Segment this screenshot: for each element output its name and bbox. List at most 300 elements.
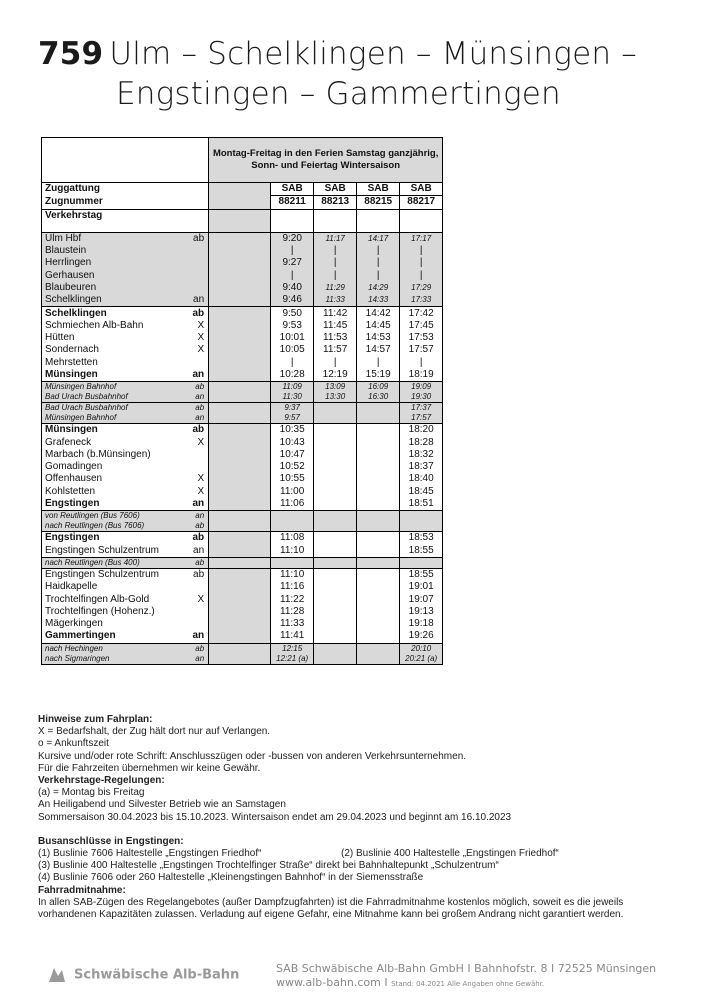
time-cell [400,557,443,568]
time-cell: 19:07 [400,593,443,605]
station-name: Mägerkingen [42,618,190,630]
train-number: 88213 [314,196,357,209]
table-row [42,403,443,414]
time-cell [314,498,357,511]
station-name: Bad Urach Busbahnhof [42,403,190,414]
arr-dep-marker: an [193,544,205,556]
table-row [42,630,443,643]
station-name: Marbach (b.Münsingen) [42,449,190,461]
time-cell: 10:43 [271,436,314,448]
time-cell [271,511,314,522]
table-row [42,245,443,257]
note-line: vorhandenen Kapazitäten zulassen. Verladung auf eigene Gefahr, eine Mitnahme kann bei großem Andrang nicht garantiert werden. [38,909,624,921]
time-cell [314,606,357,618]
notes-section [38,714,688,921]
time-cell [314,511,357,522]
time-cell: | [400,269,443,281]
station-name: Herrlingen [42,257,190,269]
arr-dep-marker [190,257,209,269]
footer-address [276,962,656,991]
label-verkehrstag: Verkehrstag [42,209,209,232]
table-row [42,654,443,665]
time-cell: 10:01 [271,332,314,344]
time-cell [314,449,357,461]
table-row [42,581,443,593]
arr-dep-marker: ab [190,232,209,245]
station-name: Gerhausen [42,269,190,281]
time-cell: | [357,257,400,269]
arr-dep-marker: X [197,593,205,605]
station-name: Blaustein [42,245,190,257]
station-name: von Reutlingen (Bus 7606) [42,511,190,522]
note-line: In allen SAB-Zügen des Regelangebotes (außer Dampfzugfahrten) ist die Fahrradmitnahme kostenlos möglich, soweit es die jeweils [38,896,624,908]
time-cell: 14:33 [357,294,400,307]
time-cell: 19:26 [400,630,443,643]
time-cell: 16:30 [357,392,400,403]
time-cell [357,545,400,558]
station-name: Kohlstetten [42,486,190,498]
time-cell: 11:28 [271,606,314,618]
table-row [42,618,443,630]
time-cell: 10:52 [271,461,314,473]
note-line: (a) = Montag bis Freitag [38,787,145,799]
station-name: nach Reutlingen (Bus 7606) [42,521,190,532]
station-name: Blaubeuren [42,282,190,294]
time-cell: 11:29 [314,282,357,294]
table-row [42,473,443,485]
time-cell: 16:09 [357,382,400,393]
time-cell: 11:06 [271,498,314,511]
notes-heading-bus: Busanschlüsse in Engstingen: [38,835,184,847]
arr-dep-marker: ab [190,557,209,568]
time-cell: 9:40 [271,282,314,294]
arr-dep-marker: ab [190,521,209,532]
time-cell: 10:05 [271,344,314,356]
station-name: nach Sigmaringen [42,654,190,665]
time-cell: | [357,269,400,281]
station-name: Trochtelfingen Alb-Gold [42,593,190,605]
station-name: Engstingen [42,498,190,511]
time-cell: 11:53 [314,332,357,344]
time-cell: 11:00 [271,486,314,498]
time-cell: 19:09 [400,382,443,393]
time-cell [314,424,357,437]
time-cell: 17:42 [400,307,443,320]
time-cell [314,532,357,545]
time-cell [271,557,314,568]
time-cell [314,654,357,665]
arr-dep-marker: an [190,654,209,665]
table-row [42,545,443,558]
time-cell: 18:32 [400,449,443,461]
station-name: Haidkapelle [42,581,190,593]
time-cell: 19:30 [400,392,443,403]
time-cell: 11:41 [271,630,314,643]
arr-dep-marker: an [192,369,205,380]
time-cell: 18:45 [400,486,443,498]
station-name: Offenhausen [42,473,190,485]
table-row [42,486,443,498]
time-cell: 11:10 [271,568,314,581]
time-cell [357,643,400,654]
arr-dep-marker [190,282,209,294]
table-row [42,568,443,581]
table-row [42,424,443,437]
arr-dep-marker [190,618,209,630]
table-row [42,282,443,294]
time-cell: | [314,269,357,281]
time-cell [357,654,400,665]
station-name: Münsingen [42,424,190,437]
notes-heading-fahrrad: Fahrradmitnahme: [38,884,126,896]
arr-dep-marker: an [190,392,209,403]
arr-dep-marker [190,357,209,369]
time-cell: 13:09 [314,382,357,393]
arr-dep-marker: an [192,630,205,642]
note-line: o = Ankunftszeit [38,738,109,750]
stand-note: Stand: 04.2021 Alle Angaben ohne Gewähr. [391,980,545,988]
time-cell [357,568,400,581]
table-row [42,382,443,393]
table-row [42,357,443,369]
time-cell: | [357,245,400,257]
time-cell [314,521,357,532]
table-row [42,498,443,511]
time-cell: | [314,357,357,369]
station-name: Grafeneck [42,436,190,448]
table-row [42,320,443,332]
time-cell: 11:33 [271,618,314,630]
time-cell: 9:57 [271,413,314,424]
train-type: SAB [271,183,314,196]
bus-note: (2) Buslinie 400 Haltestelle „Engstingen Friedhof“ [341,848,559,860]
arr-dep-marker: X [197,332,205,344]
time-cell: | [314,257,357,269]
season-header-row [42,138,443,183]
time-cell: 9:20 [271,232,314,245]
table-row [42,606,443,618]
time-cell: 10:47 [271,449,314,461]
time-cell [357,486,400,498]
station-name: Mehrstetten [42,357,190,369]
time-cell: 12:15 [271,643,314,654]
time-cell: 9:37 [271,403,314,414]
time-cell [314,568,357,581]
time-cell [357,413,400,424]
timetable [41,137,443,665]
sab-logo-icon [46,964,68,986]
bus-note: (3) Buslinie 400 Haltestelle „Engstingen Trochtelfinger Straße“ direkt bei Bahnhaltepunkt „Schulzentrum“ [38,860,499,872]
station-name: Engstingen [42,532,190,545]
address-line: SAB Schwäbische Alb-Bahn GmbH I Bahnhofstr. 8 I 72525 Münsingen [276,962,657,975]
table-row [42,461,443,473]
time-cell: 11:17 [314,232,357,245]
time-cell: 18:20 [400,424,443,437]
station-name: Schelklingen [42,294,190,307]
time-cell: | [271,357,314,369]
time-cell: 14:17 [357,232,400,245]
time-cell [314,486,357,498]
station-name: Hütten [42,332,190,344]
time-cell: 11:42 [314,307,357,320]
time-cell [357,424,400,437]
time-cell: 14:29 [357,282,400,294]
station-name: nach Hechingen [42,643,190,654]
time-cell: 14:57 [357,344,400,356]
table-row [42,643,443,654]
train-type-row [42,183,443,196]
time-cell: 14:42 [357,307,400,320]
time-cell [400,511,443,522]
arr-dep-marker: an [190,511,209,522]
arr-dep-marker: ab [190,307,209,320]
time-cell: 9:53 [271,320,314,332]
label-zuggattung: Zuggattung [42,183,209,196]
note-line: An Heiligabend und Silvester Betrieb wie an Samstagen [38,799,286,811]
station-name: Ulm Hbf [42,232,190,245]
time-cell: 18:55 [400,568,443,581]
time-cell [357,630,400,643]
arr-dep-marker: X [197,344,205,356]
time-cell: 11:22 [271,593,314,605]
time-cell [357,498,400,511]
arr-dep-marker: an [190,413,209,424]
time-cell: 18:53 [400,532,443,545]
time-cell: 20:10 [400,643,443,654]
table-row [42,369,443,382]
time-cell: 12:21 (a) [271,654,314,665]
arr-dep-marker: X [197,473,205,485]
note-line: X = Bedarfshalt, der Zug hält dort nur auf Verlangen. [38,726,271,738]
time-cell: 11:10 [271,545,314,558]
train-type: SAB [314,183,357,196]
time-cell: 19:18 [400,618,443,630]
table-row [42,332,443,344]
arr-dep-marker [190,245,209,257]
note-line: Sommersaison 30.04.2023 bis 15.10.2023. Wintersaison endet am 29.04.2023 und beginnt am 16.10.2023 [38,811,512,823]
time-cell: 19:01 [400,581,443,593]
time-cell [357,511,400,522]
time-cell [314,581,357,593]
time-cell: 17:33 [400,294,443,307]
table-row [42,294,443,307]
line-number: 759 [38,36,104,72]
season-label: Montag-Freitag in den Ferien Samstag ganzjährig, Sonn- und Feiertag Wintersaison [209,138,443,183]
time-cell [357,581,400,593]
note-line: Kursive und/oder rote Schrift: Anschlusszügen oder -bussen von anderen Verkehrsunternehmen. [38,750,467,762]
time-cell: 17:17 [400,232,443,245]
table-row [42,392,443,403]
time-cell [357,521,400,532]
arr-dep-marker: ab [190,424,209,437]
title-line2: Engstingen – Gammertingen [116,76,561,112]
time-cell [357,473,400,485]
time-cell: 18:40 [400,473,443,485]
time-cell: 9:46 [271,294,314,307]
title-line1: Ulm – Schelklingen – Münsingen – [109,36,637,72]
time-cell [314,545,357,558]
time-cell [357,606,400,618]
time-cell: 17:57 [400,344,443,356]
time-cell [314,618,357,630]
time-cell: 11:09 [271,382,314,393]
station-name: Bad Urach Busbahnhof [42,392,190,403]
train-number: 88217 [400,196,443,209]
table-row [42,521,443,532]
note-line: Für die Fahrzeiten übernehmen wir keine Gewähr. [38,762,261,774]
time-cell: 18:51 [400,498,443,511]
time-cell: 10:35 [271,424,314,437]
time-cell: 11:16 [271,581,314,593]
table-row [42,593,443,605]
notes-heading-verkehrstage: Verkehrstage-Regelungen: [38,775,165,787]
station-name: Münsingen Bahnhof [42,413,190,424]
time-cell [314,473,357,485]
website-link[interactable]: www.alb-bahn.com I [276,976,388,989]
time-cell [357,403,400,414]
table-row [42,269,443,281]
time-cell: 9:50 [271,307,314,320]
time-cell [314,593,357,605]
arr-dep-marker: ab [190,532,209,545]
verkehrstag-row [42,209,443,232]
brand-name: Schwäbische Alb-Bahn [74,967,240,983]
time-cell: 11:33 [314,294,357,307]
station-name: Gammertingen [42,630,190,643]
time-cell [400,521,443,532]
arr-dep-marker [190,449,209,461]
time-cell [314,557,357,568]
time-cell [357,461,400,473]
station-name: Schmiechen Alb-Bahn [42,320,190,332]
time-cell [357,532,400,545]
time-cell: 11:45 [314,320,357,332]
station-name: nach Reutlingen (Bus 400) [42,557,190,568]
train-type: SAB [400,183,443,196]
table-row [42,413,443,424]
time-cell: 17:57 [400,413,443,424]
time-cell: 11:57 [314,344,357,356]
time-cell [314,413,357,424]
station-name: Schelklingen [42,307,190,320]
table-row [42,307,443,320]
time-cell [314,461,357,473]
station-name: Gomadingen [42,461,190,473]
time-cell: 10:55 [271,473,314,485]
arr-dep-marker: ab [190,403,209,414]
time-cell [314,643,357,654]
arr-dep-marker [190,581,209,593]
time-cell: 14:53 [357,332,400,344]
footer [0,960,705,1000]
time-cell: 19:13 [400,606,443,618]
time-cell: 11:08 [271,532,314,545]
station-name: Münsingen [42,369,190,382]
arr-dep-marker: ab [190,643,209,654]
time-cell [357,618,400,630]
time-cell: 20:21 (a) [400,654,443,665]
time-cell: 17:29 [400,282,443,294]
table-row [42,511,443,522]
arr-dep-marker: X [197,485,205,497]
time-cell: 18:37 [400,461,443,473]
time-cell [314,630,357,643]
time-cell [314,436,357,448]
station-name: Engstingen Schulzentrum [42,568,190,581]
time-cell [357,593,400,605]
time-cell [271,521,314,532]
time-cell: 10:28 [271,369,314,382]
time-cell [357,436,400,448]
time-cell: 9:27 [271,257,314,269]
time-cell [314,403,357,414]
time-cell: 18:19 [400,369,443,382]
arr-dep-marker: an [192,498,205,510]
time-cell: 11:30 [271,392,314,403]
table-row [42,232,443,245]
bus-note: (4) Buslinie 7606 oder 260 Haltestelle „Kleinengstingen Bahnhof“ in der Siemensstraße [38,872,424,884]
time-cell: | [400,245,443,257]
time-cell: 17:53 [400,332,443,344]
time-cell: 15:19 [357,369,400,382]
time-cell [357,557,400,568]
station-name: Sondernach [42,344,190,356]
arr-dep-marker: ab [190,382,209,393]
table-row [42,557,443,568]
train-number-row [42,196,443,209]
bus-note: (1) Buslinie 7606 Haltestelle „Engstingen Friedhof“ [38,848,262,860]
arr-dep-marker [190,606,209,618]
arr-dep-marker: an [190,294,209,307]
notes-heading-fahrplan: Hinweise zum Fahrplan: [38,714,153,725]
time-cell: | [400,257,443,269]
table-row [42,532,443,545]
station-name: Trochtelfingen (Hohenz.) [42,606,190,618]
brand-logo [46,964,239,986]
time-cell: 12:19 [314,369,357,382]
time-cell: 13:30 [314,392,357,403]
arr-dep-marker [190,269,209,281]
time-cell: | [357,357,400,369]
time-cell: | [271,269,314,281]
time-cell: | [314,245,357,257]
table-row [42,449,443,461]
time-cell [357,449,400,461]
station-name: Engstingen Schulzentrum [42,545,190,558]
page-title [38,34,637,114]
arr-dep-marker: X [197,436,205,448]
bus-line-row [38,848,688,860]
train-type: SAB [357,183,400,196]
time-cell: 18:28 [400,436,443,448]
time-cell: 17:37 [400,403,443,414]
arr-dep-marker: ab [190,568,209,581]
station-name: Münsingen Bahnhof [42,382,190,393]
table-row [42,257,443,269]
time-cell: | [400,357,443,369]
time-cell: 18:55 [400,545,443,558]
label-zugnummer: Zugnummer [42,196,209,209]
arr-dep-marker [190,461,209,473]
arr-dep-marker: X [197,319,205,331]
table-row [42,344,443,356]
train-number: 88215 [357,196,400,209]
train-number: 88211 [271,196,314,209]
table-row [42,436,443,448]
time-cell: | [271,245,314,257]
time-cell: 17:45 [400,320,443,332]
time-cell: 14:45 [357,320,400,332]
